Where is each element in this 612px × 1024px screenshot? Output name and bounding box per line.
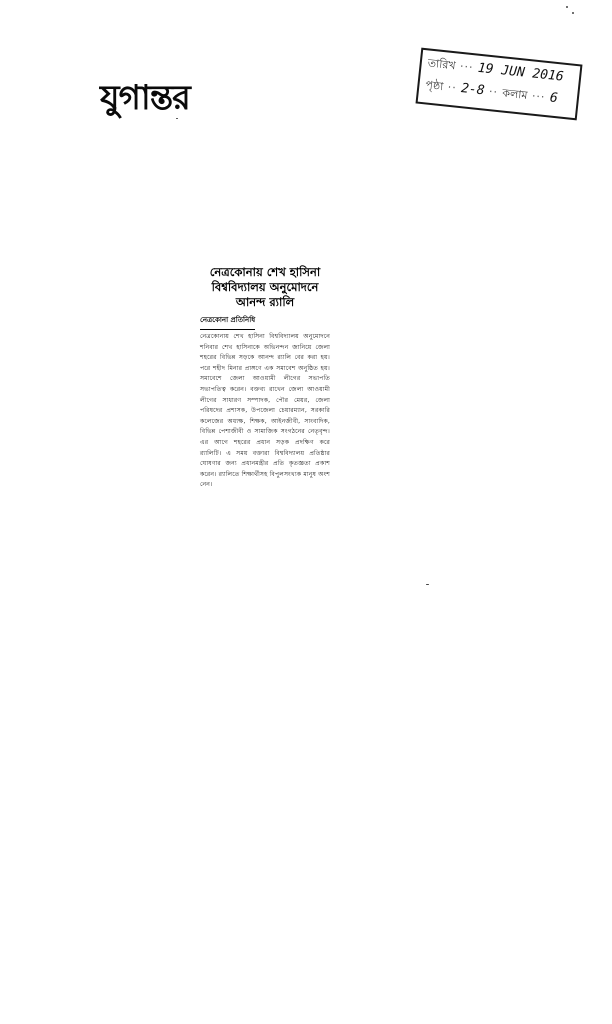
date-value: 19 JUN 2016 <box>477 60 565 85</box>
scan-speck <box>426 584 429 585</box>
article-headline <box>200 265 330 310</box>
scan-speck <box>176 118 178 119</box>
date-label: তারিখ <box>427 56 457 73</box>
page-value: 2-8 <box>460 81 486 99</box>
news-clipping <box>200 265 330 533</box>
page-label: পৃষ্ঠা <box>424 78 444 94</box>
article-body: নেত্রকোনায় শেখ হাসিনা বিশ্ববিদ্যালয় অনুমোদনে শনিবার শেখ হাসিনাকে অভিনন্দন জানিয়ে জেলা শহরের বিভিন্ন সড়কে আনন্দ র‍্যালি বের করা হয়। পরে শহীদ মিনার প্রাঙ্গণে এক সমাবেশ অনুষ্ঠিত হয়। সমাবেশে জেলা আওয়ামী লীগের সভাপতি সভাপতিত্ব করেন। বক্তব্য রাখেন জেলা আওয়ামী লীগের সাধারণ সম্পাদক, পৌর মেয়র, জেলা পরিষদের প্রশাসক, উপজেলা চেয়ারম্যান, সরকারি কলেজের অধ্যক্ষ, শিক্ষক, আইনজীবী, সাংবাদিক, বিভিন্ন পেশাজীবী ও সামাজিক সংগঠনের নেতৃবৃন্দ। এর আগে শহরের প্রধান সড়ক প্রদক্ষিণ করে র‍্যালিটি। এ সময় বক্তারা বিশ্ববিদ্যালয় প্রতিষ্ঠার ঘোষণার জন্য প্রধানমন্ত্রীর প্রতি কৃতজ্ঞতা প্রকাশ করেন। র‍্যালিতে শিক্ষার্থীসহ বিপুলসংখ্যক মানুষ অংশ নেন। <box>200 333 330 489</box>
scan-speck <box>572 12 574 14</box>
headline-line-2: বিশ্ববিদ্যালয় অনুমোদনে <box>211 280 319 294</box>
newspaper-masthead: যুগান্তর <box>100 78 190 118</box>
article-byline: নেত্রকোনা প্রতিনিধি <box>200 316 256 324</box>
column-value: 6 <box>549 90 559 107</box>
scan-speck <box>566 6 568 8</box>
byline-divider <box>200 329 255 330</box>
column-label: কলাম <box>501 86 529 103</box>
headline-line-1: নেত্রকোনায় শেখ হাসিনা <box>209 265 321 279</box>
headline-line-3: আনন্দ র‍্যালি <box>235 295 295 309</box>
date-stamp: তারিখ ··· 19 JUN 2016 পৃষ্ঠা ·· 2-8 ·· কলাম ··· 6 <box>416 48 583 121</box>
